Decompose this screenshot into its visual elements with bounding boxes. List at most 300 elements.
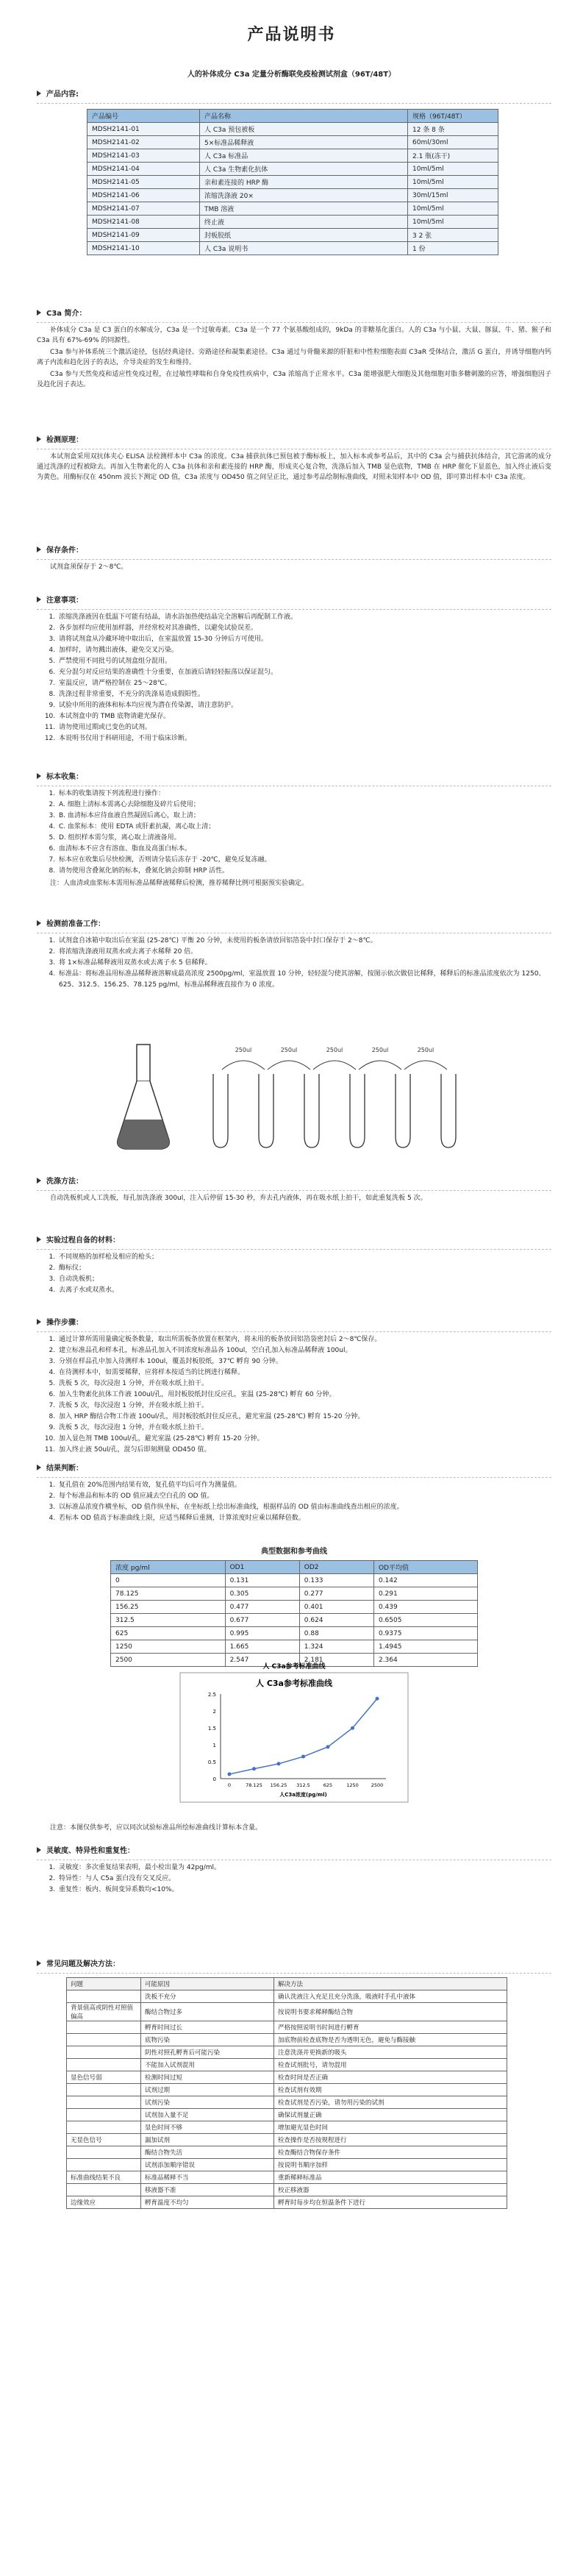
bullet-triangle-icon: [37, 90, 41, 96]
test-tube-icon: [396, 1074, 410, 1148]
table-cell: 0.477: [225, 1601, 299, 1614]
bullet-triangle-icon: [37, 1237, 41, 1242]
table-cell: 0.291: [373, 1587, 477, 1601]
table-cell: 检查酶结合物保存条件: [274, 2146, 507, 2159]
table-cell: 78.125: [111, 1587, 226, 1601]
dilution-diagram: [103, 1037, 485, 1159]
table-row: [67, 2059, 507, 2071]
table-cell: 0.305: [225, 1587, 299, 1601]
table-cell: 边缘效应: [67, 2196, 141, 2209]
list-item: 3. 自动洗板机；: [57, 1274, 551, 1285]
table-cell: 背景值高或阴性对照值偏高: [67, 2003, 141, 2021]
table-row: [87, 189, 498, 202]
y-tick-label: 0.5: [207, 1760, 216, 1765]
table-cell: 显色时间不够: [141, 2121, 274, 2134]
table-row: [111, 1574, 478, 1587]
paragraph: 补体成分 C3a 是 C3 蛋白的水解成分，C3a 是一个过敏毒素。C3a 是一个 77 个氨基酸组成的，9kDa 的非糖基化蛋白。人的 C3a 与小鼠、大鼠、豚鼠、牛、猪、猴子和 C3a 具有 67%-69% 的同源性。: [37, 327, 551, 344]
table-row: [87, 242, 498, 255]
table-cell: 重新稀释标准品: [274, 2171, 507, 2184]
section-contents: [37, 90, 551, 255]
bullet-triangle-icon: [37, 1319, 41, 1325]
table-row: [67, 1990, 507, 2003]
table-cell: 试剂加入量不足: [141, 2109, 274, 2121]
table-cell: 0.624: [299, 1614, 373, 1627]
list-item: 10. 本试剂盒中的 TMB 底物请避光保存。: [57, 711, 551, 722]
table-row: [67, 2021, 507, 2034]
table-cell: 10ml/5ml: [408, 163, 498, 176]
table-cell: 注意洗涤并更换新的吸头: [274, 2046, 507, 2059]
table-cell: TMB 溶液: [200, 202, 408, 216]
list-item: 3. 重复性：板内、板间变异系数均<10%。: [57, 1885, 551, 1896]
list-item: 2. 每个标准品和标本的 OD 值应减去空白孔的 OD 值。: [57, 1491, 551, 1502]
table-cell: 0.6505: [373, 1614, 477, 1627]
x-tick-label: 2500: [371, 1782, 384, 1788]
y-tick-label: 1: [212, 1743, 216, 1748]
table-cell: 酶结合物过多: [141, 2003, 274, 2021]
list-item: 6. 血清标本不应含有溶血、脂血及高蛋白标本。: [57, 844, 551, 855]
data-point: [277, 1762, 281, 1765]
table-row: [87, 136, 498, 149]
arrow-icon: [359, 1061, 401, 1070]
list-item: 11. 请勿使用过期或已变色的试剂。: [57, 722, 551, 733]
table-cell: 孵育时每步均在恒温条件下进行: [274, 2196, 507, 2209]
table-cell: [67, 1990, 141, 2003]
table-cell: 严格按照说明书时间进行孵育: [274, 2021, 507, 2034]
table-cell: 标准品稀释不当: [141, 2171, 274, 2184]
table-cell: MDSH2141-08: [87, 216, 200, 229]
std-table-header: OD2: [299, 1561, 373, 1574]
table-cell: [67, 2146, 141, 2159]
page-title: 产品说明书: [247, 26, 336, 44]
bullet-triangle-icon: [37, 1178, 41, 1184]
list-item: 4. 去离子水或双蒸水。: [57, 1285, 551, 1296]
section-heading: 结果判断：: [46, 1465, 83, 1473]
table-cell: 156.25: [111, 1601, 226, 1614]
bullet-triangle-icon: [37, 773, 41, 779]
faq-header-cell: 可能原因: [141, 1978, 274, 1990]
table-cell: 2.364: [373, 1654, 477, 1667]
list-item: 3. 将 1×标准品稀释液用双蒸水或去离子水 5 倍稀释。: [57, 958, 551, 969]
table-cell: [67, 2084, 141, 2096]
section-sample: [37, 772, 551, 889]
table-cell: [67, 2159, 141, 2171]
y-tick-label: 1.5: [207, 1726, 216, 1732]
paragraph: C3a 参与天然免疫和适应性免疫过程，在过敏性哮喘和自身免疫性疾病中，C3a 浓缩高于正常水平。C3a 能增强肥大细胞及其他细胞对脂多糖刺激的应答，增强细胞因子及趋化因子表达。: [37, 371, 551, 388]
data-point: [301, 1755, 305, 1759]
section-materials: [37, 1236, 551, 1296]
table-cell: [67, 2046, 141, 2059]
flask-icon: [118, 1045, 170, 1149]
section-principle: [37, 435, 551, 483]
table-cell: 亲和素连接的 HRP 酶: [200, 176, 408, 189]
table-cell: 1.324: [299, 1640, 373, 1654]
section-faq: [37, 1960, 551, 2209]
chart-svg: [151, 1661, 437, 1807]
std-table-block: [110, 1545, 478, 1667]
section-heading: 保存条件：: [46, 547, 83, 555]
table-cell: 1.4945: [373, 1640, 477, 1654]
table-row: [111, 1640, 478, 1654]
faq-table: [66, 1977, 507, 2209]
x-tick-label: 312.5: [296, 1782, 310, 1788]
table-row: [67, 2046, 507, 2059]
product-table: [87, 109, 498, 255]
table-row: [67, 2134, 507, 2146]
table-row: [67, 2196, 507, 2209]
table-cell: 0.133: [299, 1574, 373, 1587]
table-cell: 终止液: [200, 216, 408, 229]
table-cell: 校正移液器: [274, 2184, 507, 2196]
arrow-icon: [313, 1061, 356, 1070]
table-cell: 1 份: [408, 242, 498, 255]
list-item: 2. 将浓缩洗涤液用双蒸水或去离子水稀释 20 倍。: [57, 947, 551, 958]
dilution-label: 250ul: [280, 1047, 298, 1053]
section-c3a: [37, 309, 551, 390]
materials-list: [37, 1252, 551, 1296]
table-cell: 显色信号弱: [67, 2071, 141, 2084]
table-cell: MDSH2141-03: [87, 149, 200, 163]
table-row: [67, 2171, 507, 2184]
list-item: 1. 通过计算所需用量确定板条数量，取出所需板条放置在框架内，将未用的板条放回铝箔袋密封后 2～8℃保存。: [57, 1334, 551, 1345]
table-cell: [67, 2021, 141, 2034]
x-tick-label: 1250: [346, 1782, 359, 1788]
test-tube-icon: [350, 1074, 365, 1148]
table-cell: 312.5: [111, 1614, 226, 1627]
test-tube-icon: [304, 1074, 319, 1148]
table-cell: [67, 2121, 141, 2134]
table-cell: 检测时间过短: [141, 2071, 274, 2084]
table-cell: 30ml/15ml: [408, 189, 498, 202]
table-cell: 人 C3a 预包被板: [200, 123, 408, 136]
section-heading: 标本收集：: [46, 773, 83, 781]
table-cell: MDSH2141-09: [87, 229, 200, 242]
list-item: 3. 请将试剂盒从冷藏环境中取出后，在室温放置 15-30 分钟后方可使用。: [57, 634, 551, 645]
y-tick-label: 0: [212, 1776, 216, 1782]
table-cell: 无显色信号: [67, 2134, 141, 2146]
table-cell: 孵育温度不均匀: [141, 2196, 274, 2209]
table-cell: 酶结合物失活: [141, 2146, 274, 2159]
table-cell: MDSH2141-01: [87, 123, 200, 136]
calc-list: [37, 1480, 551, 1524]
table-cell: 0.88: [299, 1627, 373, 1640]
table-row: [87, 149, 498, 163]
list-item: 3. B. 血清标本应待血液自然凝固后离心，取上清；: [57, 811, 551, 822]
product-table-header: 规格（96T/48T）: [408, 110, 498, 123]
data-point: [351, 1726, 354, 1730]
table-cell: [67, 2034, 141, 2046]
paragraph: 自动洗板机或人工洗板，每孔加洗涤液 300ul，注入后停留 15-30 秒，弃去孔内液体，再在吸水纸上拍干，如此重复洗板 5 次。: [50, 1195, 427, 1202]
table-cell: 增加避光显色时间: [274, 2121, 507, 2134]
test-tube-icon: [259, 1074, 273, 1148]
table-row: [111, 1614, 478, 1627]
section-heading: 检测原理：: [46, 436, 83, 444]
table-row: [111, 1601, 478, 1614]
table-row: [87, 176, 498, 189]
section-storage: [37, 546, 551, 572]
table-cell: 不能加入试剂混用: [141, 2059, 274, 2071]
list-item: 4. C. 血浆标本：使用 EDTA 或肝素抗凝，离心取上清；: [57, 822, 551, 833]
table-cell: 试剂过期: [141, 2084, 274, 2096]
bullet-triangle-icon: [37, 547, 41, 552]
data-point: [326, 1745, 330, 1748]
table-cell: 10ml/5ml: [408, 176, 498, 189]
table-cell: 0.142: [373, 1574, 477, 1587]
table-cell: 1250: [111, 1640, 226, 1654]
section-heading: C3a 简介：: [46, 310, 87, 318]
list-item: 2. 建立标准品孔和样本孔，标准品孔加入不同浓度标准品各 100ul，空白孔加入标准品稀释液 100ul。: [57, 1345, 551, 1356]
dilution-label: 250ul: [326, 1047, 343, 1053]
table-cell: MDSH2141-07: [87, 202, 200, 216]
section-notes: [37, 596, 551, 744]
std-table-header: 浓度 pg/ml: [111, 1561, 226, 1574]
section-steps: [37, 1318, 551, 1456]
section-sensitivity: [37, 1846, 551, 1896]
list-item: 1. 不同规格的加样枪及相应的枪头；: [57, 1252, 551, 1263]
list-item: 3. 分别在样品孔中加入待测样本 100ul，覆盖封板胶纸，37℃ 孵育 90 分钟。: [57, 1356, 551, 1367]
section-heading: 洗涤方法：: [46, 1178, 83, 1186]
faq-header-row: [67, 1978, 507, 1990]
bullet-triangle-icon: [37, 1847, 41, 1853]
bullet-triangle-icon: [37, 436, 41, 442]
table-cell: 0.131: [225, 1574, 299, 1587]
table-row: [87, 229, 498, 242]
table-row: [111, 1627, 478, 1640]
product-table-header: 产品编号: [87, 110, 200, 123]
list-item: 7. 标本应在收集后尽快检测，否则请分装后冻存于 -20℃，避免反复冻融。: [57, 855, 551, 866]
list-item: 10. 加入显色剂 TMB 100ul/孔，避光室温 (25-28℃) 孵育 15-20 分钟。: [57, 1434, 551, 1445]
list-item: 1. 灵敏度：多次重复结果表明，最小检出量为 42pg/ml。: [57, 1862, 551, 1874]
x-tick-label: 625: [323, 1782, 333, 1788]
table-row: [67, 2184, 507, 2196]
std-table-header: OD平均值: [373, 1561, 477, 1574]
table-row: [67, 2084, 507, 2096]
table-cell: 0.277: [299, 1587, 373, 1601]
table-cell: 检查时间是否正确: [274, 2071, 507, 2084]
data-point: [228, 1772, 232, 1776]
paragraph: 本试剂盒采用双抗体夹心 ELISA 法检测样本中 C3a 的浓度。C3a 捕获抗体已预包被于酶标板上，加入标本或参考品后，其中的 C3a 会与捕获抗体结合，其它游离的成分通过洗涤的过程被除去。再加入生物素化的人 C3a 抗体和亲和素连接的 HRP 酶，形成夹心复合物，洗涤后加入 TMB 显色底物，TMB 在 HRP 催化下显蓝色，加入终止液后变为黄色。用酶标仪在 450nm 波长下测定 OD 值，C3a 浓度与 OD450 值之间呈正比，通过参考品绘制标准曲线，对照未知样本中 OD 值，即可算出样本中 C3a 浓度。: [37, 453, 551, 481]
list-item: 6. 充分混匀对反应结果的准确性十分重要，在加液后请轻轻振荡以保证混匀。: [57, 667, 551, 678]
table-cell: 人 C3a 生物素化抗体: [200, 163, 408, 176]
list-item: 7. 洗板 5 次，每次浸泡 1 分钟，并在吸水纸上拍干。: [57, 1401, 551, 1412]
chart-outer-title: 人 C3a参考标准曲线: [262, 1663, 326, 1671]
list-item: 8. 洗涤过程非常重要，不充分的洗涤易造成假阳性。: [57, 689, 551, 700]
list-item: 11. 加入终止液 50ul/孔，混匀后即刻测量 OD450 值。: [57, 1445, 551, 1456]
list-item: 1. 复孔值在 20%范围内结果有效，复孔值平均后可作为测量值。: [57, 1480, 551, 1491]
list-item: 5. D. 组织样本需匀浆，离心取上清液备用。: [57, 833, 551, 844]
list-item: 5. 洗板 5 次，每次浸泡 1 分钟，并在吸水纸上拍干。: [57, 1378, 551, 1390]
table-cell: 检查试剂有效期: [274, 2084, 507, 2096]
std-table: [110, 1560, 478, 1667]
table-cell: 3 2 张: [408, 229, 498, 242]
table-cell: 0.401: [299, 1601, 373, 1614]
table-row: [87, 163, 498, 176]
section-heading: 常见问题及解决方法：: [46, 1960, 120, 1968]
table-row: [67, 2109, 507, 2121]
table-cell: 2.181: [299, 1654, 373, 1667]
dilution-label: 250ul: [371, 1047, 389, 1053]
faq-header-cell: 问题: [67, 1978, 141, 1990]
table-cell: 2500: [111, 1654, 226, 1667]
faq-header-cell: 解决方法: [274, 1978, 507, 1990]
table-row: [67, 2096, 507, 2109]
table-cell: 标准曲线结果不良: [67, 2171, 141, 2184]
page-subtitle: 人的补体成分 C3a 定量分析酶联免疫检测试剂盒（96T/48T）: [187, 71, 396, 79]
test-tube-icon: [213, 1074, 228, 1148]
table-row: [87, 123, 498, 136]
list-item: 8. 请勿使用含叠氮化钠的标本，叠氮化钠会抑制 HRP 活性。: [57, 866, 551, 877]
arrow-icon: [404, 1061, 447, 1070]
paragraph: 试剂盒须保存于 2～8℃。: [50, 563, 128, 571]
table-cell: 2.1 瓶(冻干): [408, 149, 498, 163]
table-cell: 浓缩洗涤液 20×: [200, 189, 408, 202]
table-cell: MDSH2141-06: [87, 189, 200, 202]
table-cell: MDSH2141-02: [87, 136, 200, 149]
bullet-triangle-icon: [37, 1465, 41, 1470]
table-cell: MDSH2141-10: [87, 242, 200, 255]
table-cell: 检查操作是否按规程进行: [274, 2134, 507, 2146]
section-heading: 产品内容:: [46, 90, 79, 99]
section-heading: 检测前准备工作：: [46, 920, 105, 928]
x-tick-label: 0: [227, 1782, 232, 1788]
table-row: [67, 2003, 507, 2021]
table-cell: 试剂污染: [141, 2096, 274, 2109]
table-cell: 加底物前检查底物是否为透明无色，避免与酶接触: [274, 2034, 507, 2046]
table-cell: 625: [111, 1627, 226, 1640]
section-calc: [37, 1464, 551, 1524]
table-cell: 移液器不准: [141, 2184, 274, 2196]
list-item: 2. 酶标仪；: [57, 1263, 551, 1274]
table-cell: 底物污染: [141, 2034, 274, 2046]
table-row: [87, 202, 498, 216]
table-cell: 0.995: [225, 1627, 299, 1640]
table-cell: MDSH2141-04: [87, 163, 200, 176]
paragraph: C3a 参与补体系统三个激活途径，包括经典途径、旁路途径和凝集素途径。C3a 通过与骨髓来源的肝脏和中性粒细胞表面 C3aR 受体结合，激活 G 蛋白，并诱导细胞内钙离子内流和趋化因子的表达，介导炎症的发生和维持。: [37, 349, 551, 366]
table-cell: 按说明书顺序加样: [274, 2159, 507, 2171]
table-cell: [67, 2109, 141, 2121]
table-cell: 1.665: [225, 1640, 299, 1654]
list-item: 4. 标准品：将标准品用标准品稀释液溶解成最高浓度 2500pg/ml，室温放置 10 分钟，轻轻混匀使其溶解，按图示依次做倍比稀释，稀释后的标准品浓度依次为 1250、625、312.5、156.25、78.125 pg/ml，标准品稀释液直接作为 0 浓度。: [57, 969, 551, 991]
table-cell: 确认洗液注入充足且充分洗涤，吸液时手孔中液体: [274, 1990, 507, 2003]
y-tick-label: 2.5: [207, 1692, 216, 1698]
prep-list: [37, 936, 551, 991]
steps-list: [37, 1334, 551, 1456]
list-item: 7. 室温反应，请严格控制在 25～28℃。: [57, 678, 551, 689]
list-item: 6. 加入生物素化抗体工作液 100ul/孔，用封板胶纸封住反应孔，室温 (25-28℃) 孵育 60 分钟。: [57, 1390, 551, 1401]
section-prep: [37, 919, 551, 991]
sample-note: 注：人血清或血浆标本需用标准品稀释液稀释后检测，推荐稀释比例可根据预实验确定。: [50, 880, 309, 887]
standard-curve-chart: [151, 1661, 437, 1807]
table-cell: 检查试剂是否污染，请勿用污染的试剂: [274, 2096, 507, 2109]
table-row: [67, 2146, 507, 2159]
section-heading: 操作步骤：: [46, 1319, 83, 1327]
list-item: 3. 以标准品浓度作横坐标，OD 值作纵坐标，在坐标纸上绘出标准曲线，根据样品的 OD 值由标准曲线查出相应的浓度。: [57, 1502, 551, 1513]
x-tick-label: 156.25: [270, 1782, 287, 1788]
list-item: 4. 若标本 OD 值高于标准曲线上限，应适当稀释后重测，计算浓度时应乘以稀释倍数。: [57, 1513, 551, 1524]
list-item: 9. 试验中所用的液体和标本均应视为潜在传染源，请注意防护。: [57, 700, 551, 711]
table-cell: MDSH2141-05: [87, 176, 200, 189]
list-item: 1. 标本的收集请按下列流程进行操作：: [57, 789, 551, 800]
table-cell: 0.439: [373, 1601, 477, 1614]
bullet-triangle-icon: [37, 597, 41, 602]
table-cell: 2.547: [225, 1654, 299, 1667]
list-item: 1. 试剂盒自冰箱中取出后在室温 (25-28℃) 平衡 20 分钟，未使用的板条请放回铝箔袋中封口保存于 2～8℃。: [57, 936, 551, 947]
table-row: [67, 2034, 507, 2046]
arrow-icon: [222, 1061, 265, 1070]
table-cell: 洗板不充分: [141, 1990, 274, 2003]
table-row: [111, 1587, 478, 1601]
table-cell: 0: [111, 1574, 226, 1587]
bullet-triangle-icon: [37, 1960, 41, 1966]
list-item: 1. 浓缩洗涤液因在低温下可能有结晶，请水浴加热使结晶完全溶解后再配制工作液。: [57, 612, 551, 623]
table-cell: 人 C3a 说明书: [200, 242, 408, 255]
table-cell: 5×标准品稀释液: [200, 136, 408, 149]
table-cell: 12 条 8 条: [408, 123, 498, 136]
list-item: 12. 本说明书仅用于科研用途，不用于临床诊断。: [57, 733, 551, 744]
list-item: 2. A. 细胞上清标本需离心去除细胞及碎片后使用；: [57, 800, 551, 811]
table-cell: 阴性对照孔孵育后可能污染: [141, 2046, 274, 2059]
bullet-triangle-icon: [37, 310, 41, 316]
std-table-caption: 典型数据和参考曲线: [261, 1548, 327, 1556]
section-wash: [37, 1177, 551, 1203]
sample-list: [37, 789, 551, 877]
table-cell: [67, 2096, 141, 2109]
table-row: [67, 2121, 507, 2134]
bullet-triangle-icon: [37, 920, 41, 926]
table-cell: 封板胶纸: [200, 229, 408, 242]
list-item: 9. 洗板 5 次，每次浸泡 1 分钟，并在吸水纸上拍干。: [57, 1423, 551, 1434]
table-row: [67, 2071, 507, 2084]
list-item: 2. 特异性：与人 C5a 蛋白没有交叉反应。: [57, 1874, 551, 1885]
list-item: 4. 加样时，请勿溅出液体，避免交叉污染。: [57, 645, 551, 656]
arrow-icon: [268, 1061, 310, 1070]
table-cell: 60ml/30ml: [408, 136, 498, 149]
list-item: 4. 在待测样本中，如需要稀释，应将样本按适当的比例进行稀释。: [57, 1367, 551, 1378]
chart-title: 人 C3a参考标准曲线: [256, 1679, 332, 1688]
table-cell: 孵育时间过长: [141, 2021, 274, 2034]
product-table-header: 产品名称: [200, 110, 408, 123]
table-cell: [67, 2184, 141, 2196]
table-cell: [67, 2059, 141, 2071]
list-item: 8. 加入 HRP 酶结合物工作液 100ul/孔，用封板胶纸封住反应孔，避光室温 (25-28℃) 孵育 15-20 分钟。: [57, 1412, 551, 1423]
table-cell: 10ml/5ml: [408, 216, 498, 229]
test-tube-icon: [441, 1074, 456, 1148]
table-cell: 检查试剂批号，请勿混用: [274, 2059, 507, 2071]
table-cell: 漏加试剂: [141, 2134, 274, 2146]
table-row: [87, 216, 498, 229]
table-cell: 试剂添加顺序错误: [141, 2159, 274, 2171]
table-cell: 按说明书要求稀释酶结合物: [274, 2003, 507, 2021]
std-table-header: OD1: [225, 1561, 299, 1574]
chart-note: 注意：本图仅供参考，应以同次试验标准品所绘标准曲线计算标本含量。: [50, 1824, 262, 1832]
table-row: [67, 2159, 507, 2171]
list-item: 2. 各步加样均应使用加样器，并经常校对其准确性，以避免试验误差。: [57, 623, 551, 634]
section-heading: 灵敏度、特异性和重复性：: [46, 1847, 135, 1855]
dilution-label: 250ul: [235, 1047, 252, 1053]
x-axis-label: 人C3a浓度(pg/ml): [279, 1792, 327, 1798]
notes-list: [37, 612, 551, 744]
section-heading: 注意事项：: [46, 597, 83, 605]
x-tick-label: 78.125: [246, 1782, 262, 1788]
table-cell: 0.677: [225, 1614, 299, 1627]
section-heading: 实验过程自备的材料：: [46, 1237, 120, 1245]
data-point: [376, 1697, 379, 1701]
list-item: 5. 严禁使用不同批号的试剂盒组分混用。: [57, 656, 551, 667]
table-cell: 人 C3a 标准品: [200, 149, 408, 163]
y-tick-label: 2: [212, 1709, 216, 1715]
table-cell: 确保试剂量正确: [274, 2109, 507, 2121]
sensitivity-list: [37, 1862, 551, 1896]
table-cell: 10ml/5ml: [408, 202, 498, 216]
